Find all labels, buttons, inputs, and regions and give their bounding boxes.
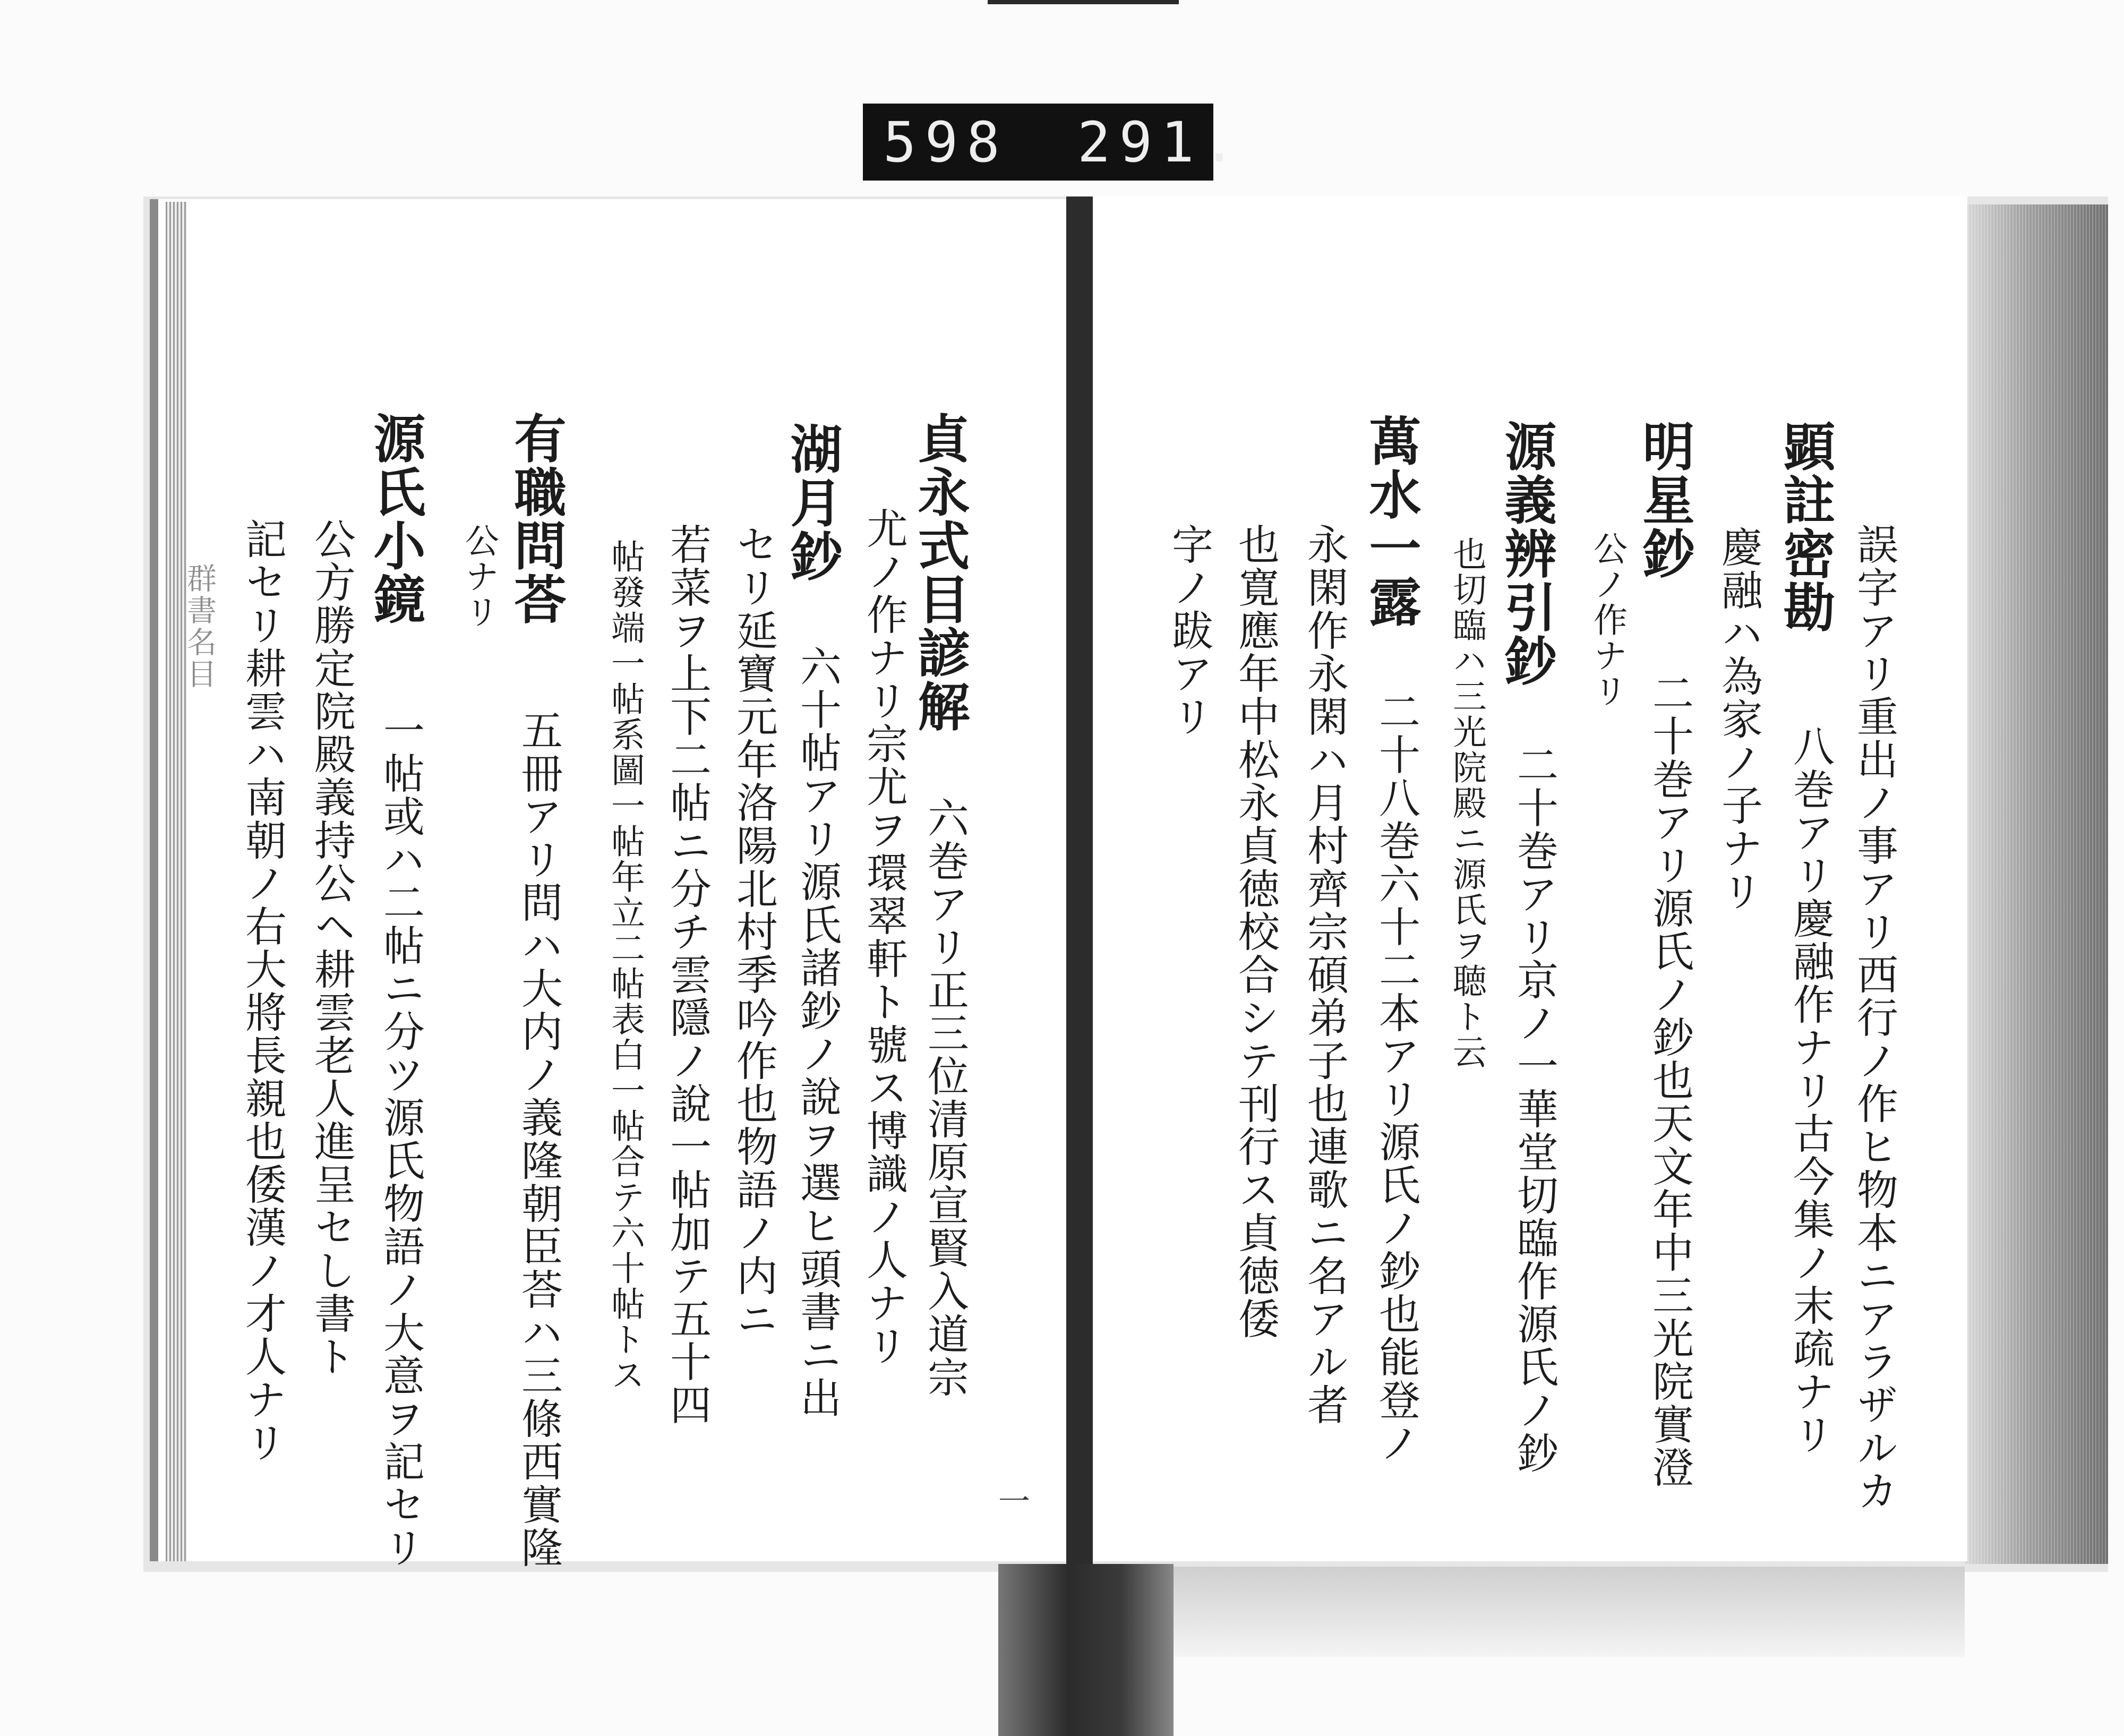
entry-continuation: 慶融ハ為家ノ子ナリ [1715, 526, 1762, 913]
entry-continuation: 字ノ跋アリ [1165, 523, 1213, 738]
entry-continuation: 也寛應年中松永貞徳校合シテ刊行ス貞徳倭 [1231, 523, 1279, 1340]
entry-title: 湖月鈔 [782, 422, 843, 583]
volume-number: 598 [883, 109, 1008, 175]
entry-note: 二十八巻六十二本アリ源氏ノ鈔也能登ノ [1372, 690, 1420, 1465]
entry-continuation: 尤ノ作ナリ宗尤ヲ環翠軒ト號ス博識ノ人ナリ [860, 507, 907, 1367]
entry-note: 五冊アリ問ハ大内ノ義隆朝臣荅ハ三條西實隆 [515, 709, 562, 1569]
entry-continuation: 若菜ヲ上下二帖ニ分チ雲隱ノ說一帖加テ五十四 [663, 523, 711, 1426]
page-number: 291. [1077, 109, 1245, 175]
entry-continuation: 記セリ耕雲ハ南朝ノ右大將長親也倭漢ノ才人ナリ [238, 518, 286, 1464]
spine-bottom [998, 1564, 1174, 1736]
entry-note: 二十巻アリ京ノ一華堂切臨作源氏ノ鈔 [1510, 743, 1558, 1475]
entry-title: 明星鈔 [1634, 420, 1695, 580]
top-binding-tab [988, 0, 1179, 4]
right-page-edges [1965, 204, 2108, 1564]
entry-continuation: セリ延寶元年洛陽北村季吟作也物語ノ内ニ [730, 523, 777, 1340]
entry-title: 顕註密勘 [1775, 420, 1836, 634]
entry-title: 有職問荅 [506, 412, 567, 626]
entry-note: 一帖或ハ二帖ニ分ツ源氏物語ノ大意ヲ記セリ [376, 709, 424, 1569]
folio-mark: 一 [998, 1483, 1030, 1520]
entry-continuation: 誤字アリ重出ノ事アリ西行ノ作ヒ物本ニアラザルカ [1850, 523, 1898, 1512]
left-page-edges [166, 202, 187, 1561]
margin-title: 群書名目 [182, 563, 217, 690]
entry-title: 萬水一露 [1360, 414, 1421, 629]
entry-continuation: 公ナリ [459, 523, 499, 630]
entry-title: 源義辨引鈔 [1496, 420, 1557, 688]
entry-continuation: 公ノ作ナリ [1588, 531, 1627, 709]
archive-label-strip [863, 104, 1245, 181]
entry-continuation: 公方勝定院殿義持公ヘ耕雲老人進呈セし書ト [307, 518, 355, 1378]
entry-continuation: 永閑作永閑ハ月村齊宗碩弟子也連歌ニ名アル者 [1300, 523, 1348, 1426]
bottom-shadow [1168, 1567, 1965, 1657]
entry-note: 六巻アリ正三位清原宣賢入道宗 [921, 797, 969, 1399]
entry-continuation: 也切臨ハ三光院殿ニ源氏ヲ聴ト云 [1447, 536, 1486, 1070]
entry-note: 二十巻アリ源氏ノ鈔也天文年中三光院實澄 [1646, 672, 1693, 1489]
entry-title: 源氏小鏡 [365, 412, 426, 626]
book-gutter [1066, 196, 1093, 1577]
entry-title: 貞永式目諺解 [909, 412, 970, 733]
entry-note: 六十帖アリ源氏諸鈔ノ說ヲ選ヒ頭書ニ出 [793, 645, 841, 1419]
entry-note: 八巻アリ慶融作ナリ古今集ノ末疏ナリ [1786, 725, 1834, 1456]
entry-continuation: 帖發端一帖系圖一帖年立二帖表白一帖合テ六十帖トス [605, 539, 645, 1393]
